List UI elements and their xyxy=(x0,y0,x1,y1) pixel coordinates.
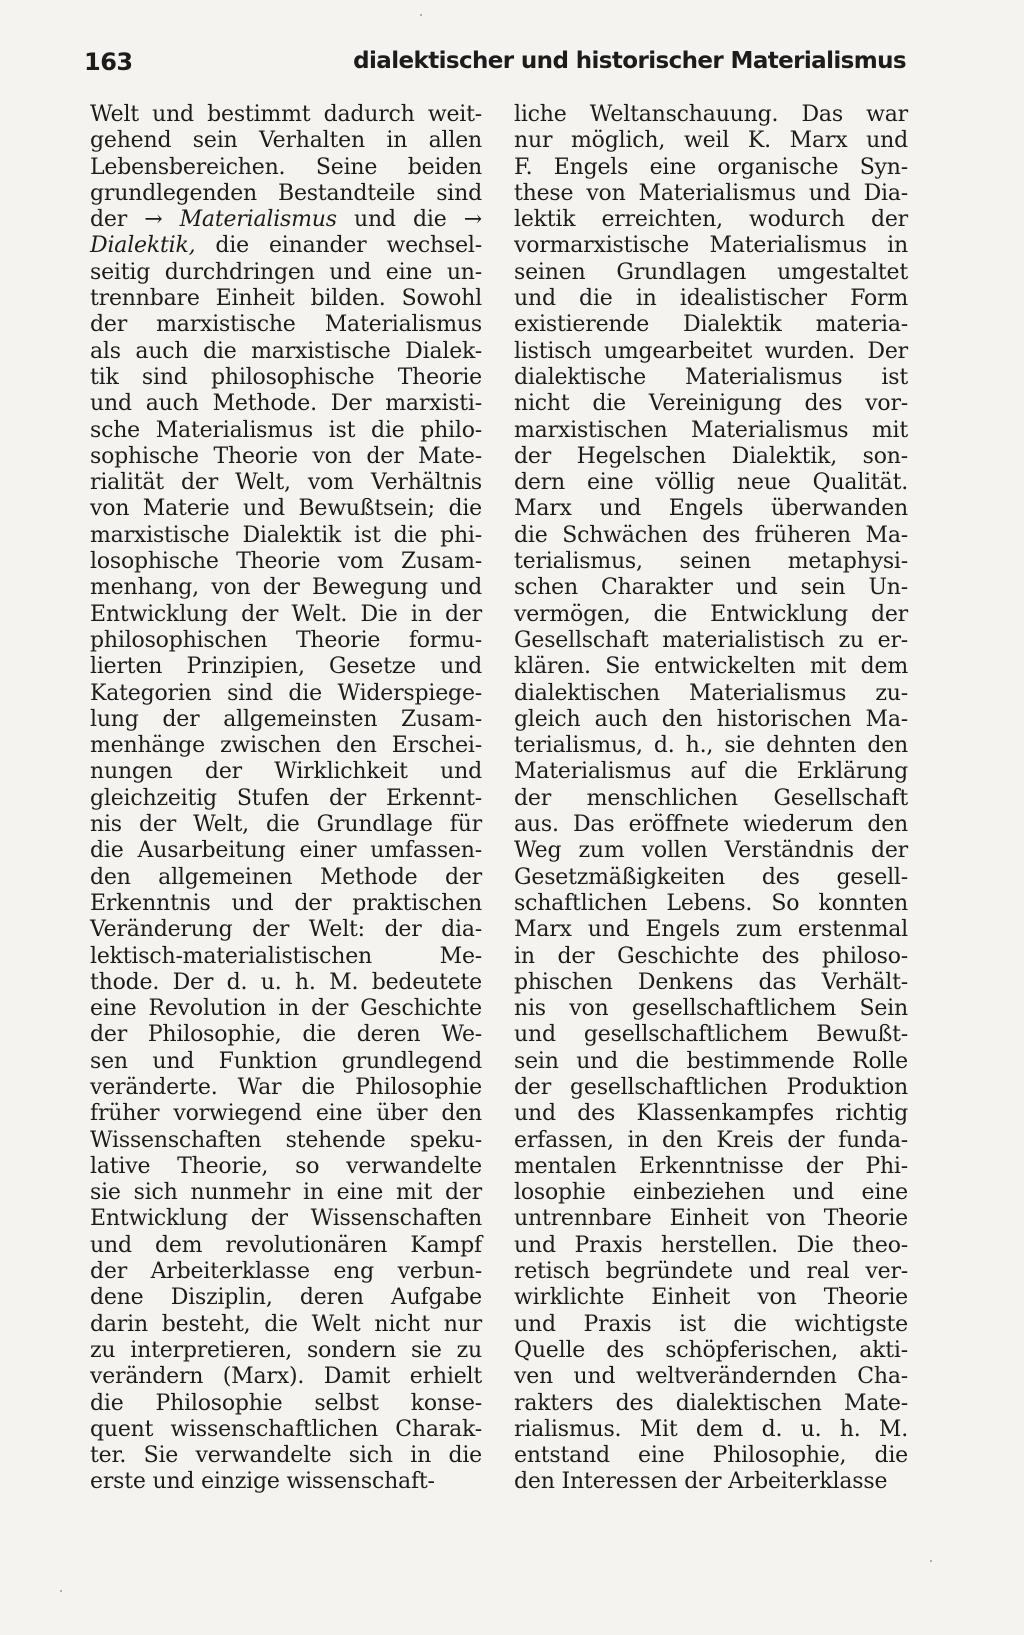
text-line: Erkenntnis und der praktischen xyxy=(90,890,482,916)
text-line: F. Engels eine organische Syn- xyxy=(514,154,908,180)
text-line: verändern (Marx). Damit erhielt xyxy=(90,1364,482,1390)
text-line: Lebensbereichen. Seine beiden xyxy=(90,154,482,180)
text-line: sen und Funktion grundlegend xyxy=(90,1048,482,1074)
text-line: Marx und Engels zum erstenmal xyxy=(514,917,908,943)
text-line: und auch Methode. Der marxisti- xyxy=(90,391,482,417)
text-line: den allgemeinen Methode der xyxy=(90,864,482,890)
text-line: der gesellschaftlichen Produktion xyxy=(514,1074,908,1100)
text-line: der → Materialismus und die → xyxy=(90,207,482,233)
text-line: lierten Prinzipien, Gesetze und xyxy=(90,654,482,680)
text-line: lektik erreichten, wodurch der xyxy=(514,207,908,233)
text-line: Entwicklung der Wissenschaften xyxy=(90,1206,482,1232)
text-line: quent wissenschaftlichen Charak- xyxy=(90,1416,482,1442)
text-line: der menschlichen Gesellschaft xyxy=(514,785,908,811)
text-line: den Interessen der Arbeiterklasse xyxy=(514,1469,888,1495)
text-line: these von Materialismus und Dia- xyxy=(514,180,908,206)
text-line: sophische Theorie von der Mate- xyxy=(90,443,482,469)
text-line: die Ausarbeitung einer umfassen- xyxy=(90,838,482,864)
text-line: aus. Das eröffnete wiederum den xyxy=(514,812,908,838)
text-line: erfassen, in den Kreis der funda- xyxy=(514,1127,908,1153)
text-line: existierende Dialektik materia- xyxy=(514,312,908,338)
text-line: die Philosophie selbst konse- xyxy=(90,1390,482,1416)
text-line: und Praxis herstellen. Die theo- xyxy=(514,1232,908,1258)
text-line: tik sind philosophische Theorie xyxy=(90,364,482,390)
text-line: marxistischen Materialismus mit xyxy=(514,417,908,443)
text-line: früher vorwiegend eine über den xyxy=(90,1101,482,1127)
text-line: veränderte. War die Philosophie xyxy=(90,1074,482,1100)
text-line: entstand eine Philosophie, die xyxy=(514,1443,908,1469)
text-line: vormarxistische Materialismus in xyxy=(514,233,908,259)
text-line: in der Geschichte des philoso- xyxy=(514,943,908,969)
text-line: nis der Welt, die Grundlage für xyxy=(90,812,482,838)
text-line: rakters des dialektischen Mate- xyxy=(514,1390,908,1416)
text-line: von Materie und Bewußtsein; die xyxy=(90,496,482,522)
text-line: ven und weltverändernden Cha- xyxy=(514,1364,908,1390)
text-line: dene Disziplin, deren Aufgabe xyxy=(90,1285,482,1311)
page-number: 163 xyxy=(84,48,133,76)
text-line: ter. Sie verwandelte sich in die xyxy=(90,1443,482,1469)
text-line: sein und die bestimmende Rolle xyxy=(514,1048,908,1074)
paper-speck xyxy=(930,1560,932,1562)
text-line: gleichzeitig Stufen der Erkennt- xyxy=(90,785,482,811)
paper-speck xyxy=(420,14,422,16)
text-line: Marx und Engels überwanden xyxy=(514,496,908,522)
text-line: nicht die Vereinigung des vor- xyxy=(514,391,908,417)
text-line: als auch die marxistische Dialek- xyxy=(90,338,482,364)
text-line: Welt und bestimmt dadurch weit- xyxy=(90,102,482,127)
text-line: erste und einzige wissenschaft- xyxy=(90,1469,435,1495)
text-line: der Philosophie, die deren We- xyxy=(90,1022,482,1048)
text-line: schaftlichen Lebens. So konnten xyxy=(514,890,908,916)
text-line: Gesetzmäßigkeiten des gesell- xyxy=(514,864,908,890)
text-line: lektisch-materialistischen Me- xyxy=(90,943,482,969)
text-line: Gesellschaft materialistisch zu er- xyxy=(514,627,908,653)
text-line: und dem revolutionären Kampf xyxy=(90,1232,482,1258)
text-column-left xyxy=(90,102,482,1496)
text-line: phischen Denkens das Verhält- xyxy=(514,969,908,995)
text-line: trennbare Einheit bilden. Sowohl xyxy=(90,286,482,312)
text-line: seinen Grundlagen umgestaltet xyxy=(514,259,908,285)
running-head-title: dialektischer und historischer Materialismus xyxy=(353,48,906,74)
paper-speck xyxy=(60,1590,62,1592)
text-line: die Schwächen des früheren Ma- xyxy=(514,522,908,548)
text-line: dialektische Materialismus ist xyxy=(514,364,908,390)
text-line: nungen der Wirklichkeit und xyxy=(90,759,482,785)
text-line: terialismus, seinen metaphysi- xyxy=(514,549,908,575)
text-line: vermögen, die Entwicklung der xyxy=(514,601,908,627)
text-line: Entwicklung der Welt. Die in der xyxy=(90,601,482,627)
text-line: dern eine völlig neue Qualität. xyxy=(514,470,908,496)
text-line: listisch umgearbeitet wurden. Der xyxy=(514,338,908,364)
text-line: menhang, von der Bewegung und xyxy=(90,575,482,601)
text-line: Materialismus auf die Erklärung xyxy=(514,759,908,785)
text-line: gleich auch den historischen Ma- xyxy=(514,706,908,732)
text-line: der marxistische Materialismus xyxy=(90,312,482,338)
text-line: darin besteht, die Welt nicht nur xyxy=(90,1311,482,1337)
text-line: untrennbare Einheit von Theorie xyxy=(514,1206,908,1232)
text-line: klären. Sie entwickelten mit dem xyxy=(514,654,908,680)
text-line: dialektischen Materialismus zu- xyxy=(514,680,908,706)
text-line: gehend sein Verhalten in allen xyxy=(90,128,482,154)
text-line: Veränderung der Welt: der dia- xyxy=(90,917,482,943)
text-line: sie sich nunmehr in eine mit der xyxy=(90,1180,482,1206)
text-line: und gesellschaftlichem Bewußt- xyxy=(514,1022,908,1048)
text-column-right xyxy=(514,102,908,1496)
text-line: losophie einbeziehen und eine xyxy=(514,1180,908,1206)
text-line: nis von gesellschaftlichem Sein xyxy=(514,996,908,1022)
text-line: seitig durchdringen und eine un- xyxy=(90,259,482,285)
text-line: und die in idealistischer Form xyxy=(514,286,908,312)
text-line: sche Materialismus ist die philo- xyxy=(90,417,482,443)
text-line: liche Weltanschauung. Das war xyxy=(514,102,908,127)
text-line: zu interpretieren, sondern sie zu xyxy=(90,1337,482,1363)
text-line: Weg zum vollen Verständnis der xyxy=(514,838,908,864)
text-line: der Arbeiterklasse eng verbun- xyxy=(90,1259,482,1285)
text-line: wirklichte Einheit von Theorie xyxy=(514,1285,908,1311)
text-line: und des Klassenkampfes richtig xyxy=(514,1101,908,1127)
text-line: und Praxis ist die wichtigste xyxy=(514,1311,908,1337)
text-line: mentalen Erkenntnisse der Phi- xyxy=(514,1153,908,1179)
text-line: rialismus. Mit dem d. u. h. M. xyxy=(514,1416,908,1442)
text-line: schen Charakter und sein Un- xyxy=(514,575,908,601)
text-line: Dialektik, die einander wechsel- xyxy=(90,233,482,259)
text-line: marxistische Dialektik ist die phi- xyxy=(90,522,482,548)
text-line: der Hegelschen Dialektik, son- xyxy=(514,443,908,469)
text-line: retisch begründete und real ver- xyxy=(514,1259,908,1285)
text-line: terialismus, d. h., sie dehnten den xyxy=(514,733,908,759)
text-line: philosophischen Theorie formu- xyxy=(90,627,482,653)
text-line: menhänge zwischen den Erschei- xyxy=(90,733,482,759)
text-line: thode. Der d. u. h. M. bedeutete xyxy=(90,969,482,995)
text-line: lative Theorie, so verwandelte xyxy=(90,1153,482,1179)
text-line: lung der allgemeinsten Zusam- xyxy=(90,706,482,732)
text-line: nur möglich, weil K. Marx und xyxy=(514,128,908,154)
text-line: grundlegenden Bestandteile sind xyxy=(90,180,482,206)
text-line: rialität der Welt, vom Verhältnis xyxy=(90,470,482,496)
text-line: Wissenschaften stehende speku- xyxy=(90,1127,482,1153)
text-line: eine Revolution in der Geschichte xyxy=(90,996,482,1022)
text-line: losophische Theorie vom Zusam- xyxy=(90,549,482,575)
text-line: Quelle des schöpferischen, akti- xyxy=(514,1337,908,1363)
text-line: Kategorien sind die Widerspiege- xyxy=(90,680,482,706)
